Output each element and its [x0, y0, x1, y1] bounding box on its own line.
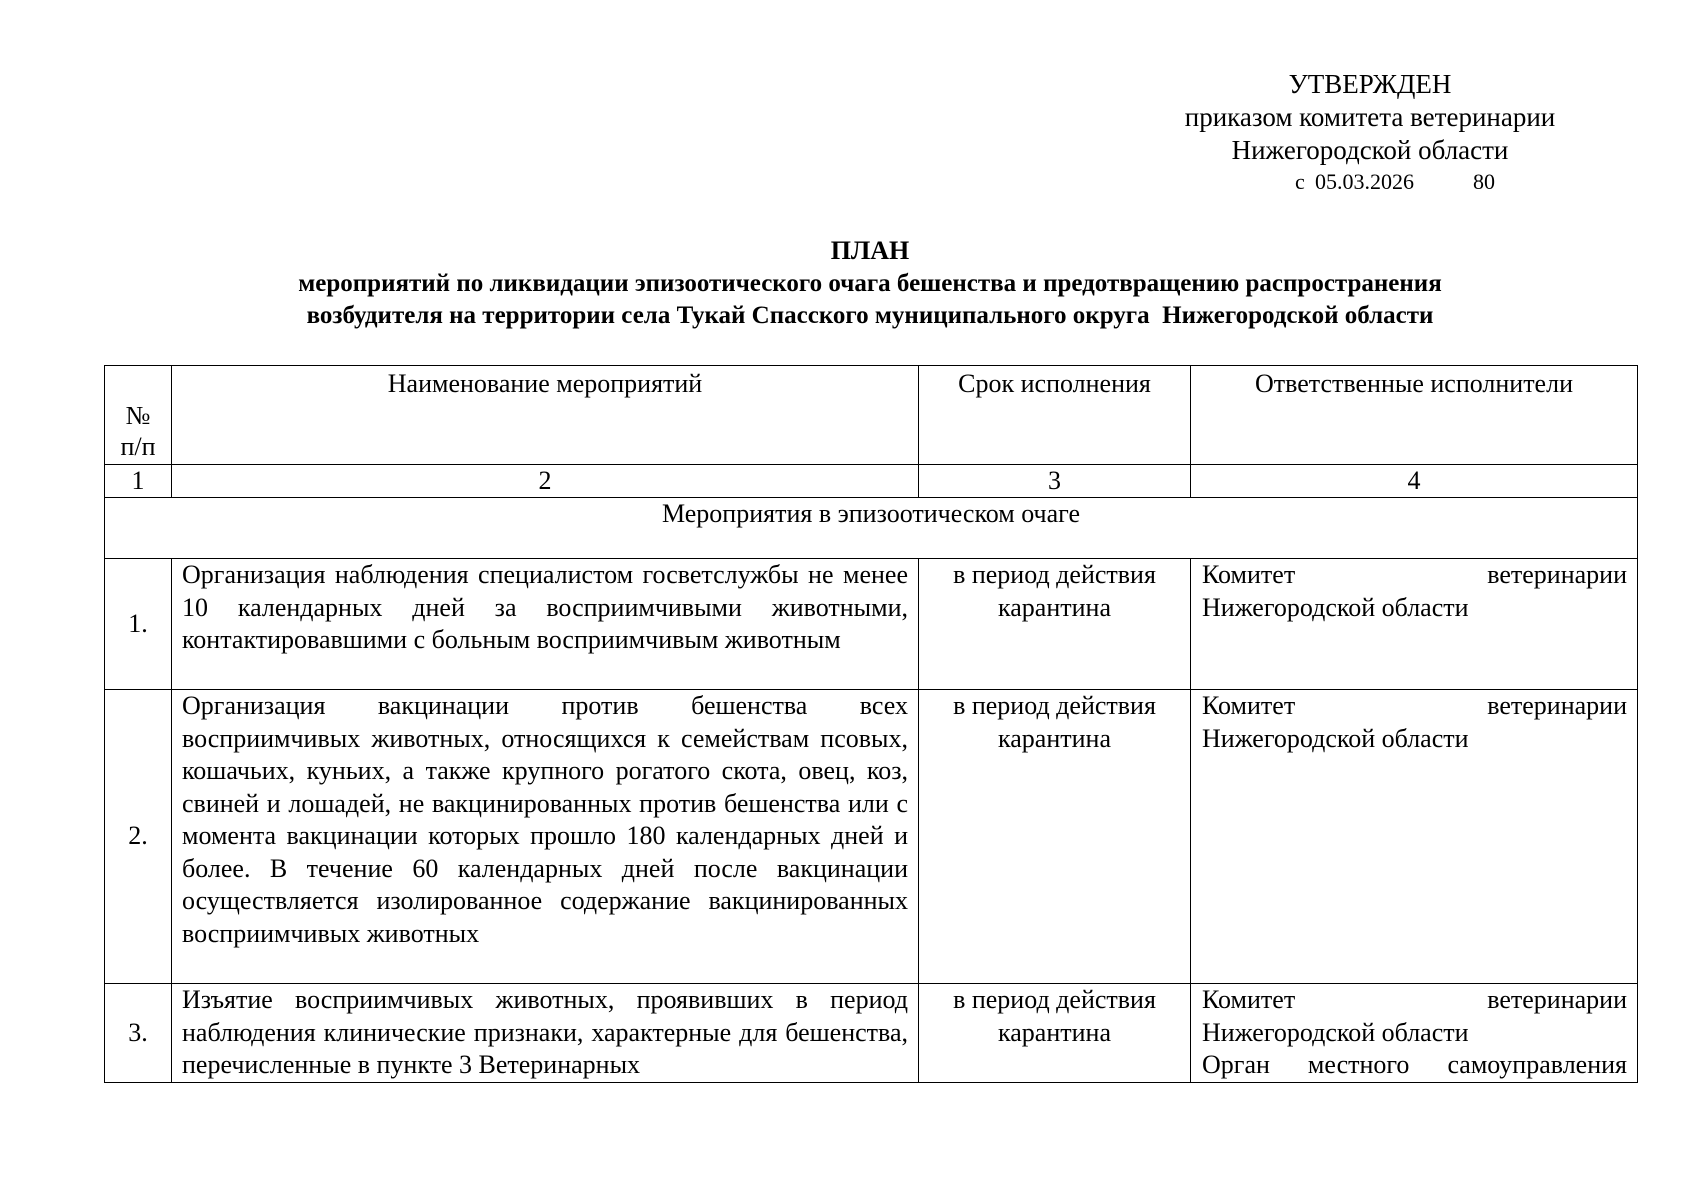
approval-title: УТВЕРЖДЕН	[1288, 69, 1452, 99]
row-number: 3.	[105, 984, 172, 1083]
activity-name: Организация наблюдения специалистом госветслужбы не менее 10 календарных дней за восприимчивыми животными, контактировавшими с больным восприимчивым животным	[172, 559, 919, 690]
table-row	[105, 559, 1638, 690]
responsible-line: Нижегородской области	[1202, 1017, 1469, 1047]
activity-name: Организация вакцинации против бешенства всех восприимчивых животных, относящихся к семействам псовых, кошачьих, куньих, а также крупного рогатого скота, овец, коз, свиней и лошадей, не вакцинированных против бешенства или с момента вакцинации которых прошло 180 календарных дней и более. В течение 60 календарных дней после вакцинации осуществляется изолированное содержание вакцинированных восприимчивых животных	[172, 690, 919, 984]
row-number: 2.	[105, 690, 172, 984]
deadline: в период действия карантина	[919, 984, 1191, 1083]
approval-stamp	[1140, 68, 1600, 197]
header-number: № п/п	[105, 366, 172, 465]
deadline: в период действия карантина	[919, 690, 1191, 984]
row-number: 1.	[105, 559, 172, 690]
responsible-line: Комитет ветеринарии	[1202, 691, 1627, 720]
deadline: в период действия карантина	[919, 559, 1191, 690]
section-heading-row	[105, 498, 1638, 559]
plan-table	[104, 365, 1638, 1083]
responsible-line: Комитет ветеринарии	[1202, 560, 1627, 589]
responsible-line: Комитет ветеринарии	[1202, 985, 1627, 1014]
approval-region: Нижегородской области	[1231, 135, 1509, 165]
order-date: 05.03.2026	[1315, 169, 1414, 194]
column-number: 1	[105, 465, 172, 498]
order-date-line	[1140, 167, 1600, 197]
column-number: 2	[172, 465, 919, 498]
header-activity-name: Наименование мероприятий	[172, 366, 919, 465]
header-deadline: Срок исполнения	[919, 366, 1191, 465]
column-number: 4	[1191, 465, 1638, 498]
column-number: 3	[919, 465, 1191, 498]
order-date-prefix: с	[1295, 169, 1305, 194]
approval-order-text: приказом комитета ветеринарии	[1184, 102, 1556, 132]
responsible	[1191, 984, 1638, 1083]
document-title	[105, 234, 1635, 332]
order-number: 80	[1473, 169, 1495, 194]
table-row	[105, 984, 1638, 1083]
activity-name: Изъятие восприимчивых животных, проявивших в период наблюдения клинические признаки, характерные для бешенства, перечисленные в пункте 3 Ветеринарных	[172, 984, 919, 1083]
responsible-line: Нижегородской области	[1202, 592, 1469, 622]
plan-subtitle-line-1: мероприятий по ликвидации эпизоотического очага бешенства и предотвращению распространения	[298, 270, 1442, 297]
section-heading: Мероприятия в эпизоотическом очаге	[105, 498, 1638, 559]
responsible-line: Орган местного самоуправления	[1202, 1050, 1627, 1079]
plan-heading: ПЛАН	[830, 236, 910, 265]
header-responsible: Ответственные исполнители	[1191, 366, 1638, 465]
table-row	[105, 690, 1638, 984]
responsible	[1191, 559, 1638, 690]
table-header-row	[105, 366, 1638, 465]
plan-subtitle-line-2: возбудителя на территории села Тукай Спасского муниципального округа Нижегородской области	[306, 302, 1434, 329]
responsible	[1191, 690, 1638, 984]
responsible-line: Нижегородской области	[1202, 723, 1469, 753]
column-number-row	[105, 465, 1638, 498]
